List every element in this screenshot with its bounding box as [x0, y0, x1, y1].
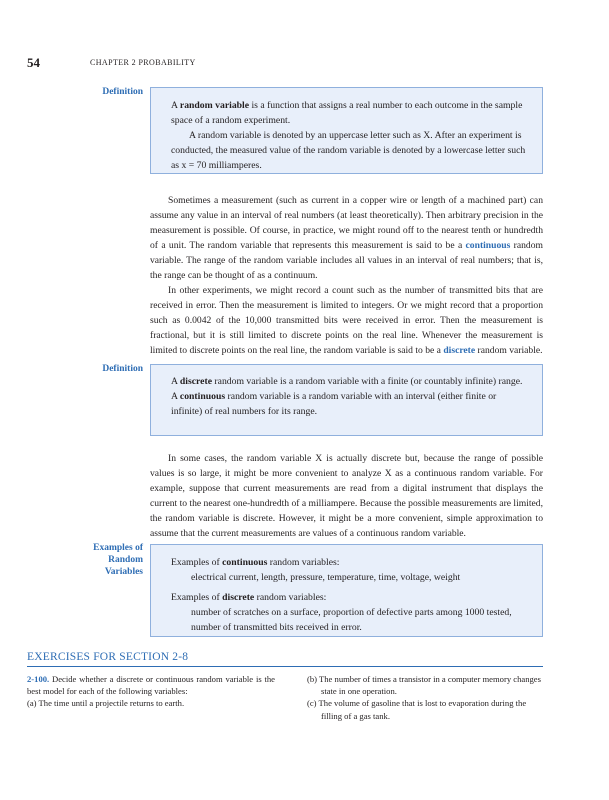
definition-notation-text: A random variable is denoted by an uppercase letter such as X. After an experiment is conducted, the measured value of the random variable is denoted by a lowercase letter such as x = 70 milliamperes. — [171, 130, 526, 171]
exercise-2-100-continued — [307, 673, 543, 722]
paragraph-approximation: In some cases, the random variable X is actually discrete but, because the range of possible values is so large, it might be more convenient to analyze X as a continuous random variable. For example, suppose that current measurements are read from a digital instrument that displays the current to the nearest one-hundredth of a milliampere. Because the possible measurements are limited, the random variable is discrete. However, it might be a more convenient, simple approximation to assume that the current measurements are values of a continuous random variable. — [150, 453, 543, 539]
paragraph-discrete: In other experiments, we might record a count such as the number of transmitted bits that are received in error. Then the measurement is limited to integers. Or we might record that a proportion such as 0.0042 of the 10,000 transmitted bits were received in error. Then the measurement is fractional, but it is still limited to discrete points on the real line. Whenever the measurement is limited to discrete points on the real line, the random variable is said to be a discrete random variable. — [150, 285, 543, 356]
examples-continuous-list: electrical current, length, pressure, temperature, time, voltage, weight — [191, 572, 461, 583]
exercise-number: 2-100. — [27, 674, 50, 684]
running-head: CHAPTER 2 PROBABILITY — [90, 58, 196, 67]
body-paragraph-approximation — [150, 451, 543, 541]
definition-text: A random variable is a function that assigns a real number to each outcome in the sample space of a random experiment. — [171, 100, 523, 126]
examples-label: Examples of Random Variables — [93, 543, 143, 577]
exercises-header: EXERCISES FOR SECTION 2-8 — [27, 651, 189, 663]
exercise-part-c: (c) The volume of gasoline that is lost to evaporation during the filling of a gas tank. — [307, 698, 527, 721]
definition-continuous: A continuous random variable is a random variable with an interval (either finite or infinite) of real numbers for its range. — [171, 391, 497, 417]
exercises-divider — [27, 666, 543, 667]
definition-box-discrete-continuous — [150, 364, 543, 436]
examples-continuous-heading: Examples of continuous random variables: — [171, 557, 340, 568]
term-random-variable: random variable — [179, 100, 250, 111]
exercise-part-b: (b) The number of times a transistor in a computer memory changes state in one operation. — [307, 674, 541, 697]
body-paragraphs-1 — [150, 193, 543, 358]
term-discrete: discrete — [443, 345, 476, 356]
examples-box — [150, 544, 543, 637]
exercise-intro: 2-100. Decide whether a discrete or continuous random variable is the best model for each of the following variables: — [27, 674, 275, 697]
definition-label-1: Definition — [102, 87, 143, 97]
examples-discrete-heading: Examples of discrete random variables: — [171, 592, 327, 603]
page-number: 54 — [27, 55, 40, 70]
term-continuous: continuous — [465, 240, 511, 251]
exercise-2-100 — [27, 673, 275, 710]
definition-box-random-variable — [150, 87, 543, 174]
exercise-part-a: (a) The time until a projectile returns to earth. — [27, 698, 185, 709]
definition-discrete: A discrete random variable is a random variable with a finite (or countably infinite) range. — [171, 376, 523, 387]
definition-label-2: Definition — [102, 364, 143, 374]
examples-discrete-list: number of scratches on a surface, proportion of defective parts among 1000 tested, number of transmitted bits received in error. — [191, 607, 512, 633]
paragraph-continuous: Sometimes a measurement (such as current in a copper wire or length of a machined part) can assume any value in an interval of real numbers (at least theoretically). Then arbitrary precision in the measurement is possible. Of course, in practice, we might round off to the nearest tenth or hundredth of a unit. The random variable that represents this measurement is said to be a continuous random variable. The range of the random variable includes all values in an interval of real numbers; that is, the range can be thought of as a continuum. — [150, 195, 543, 281]
